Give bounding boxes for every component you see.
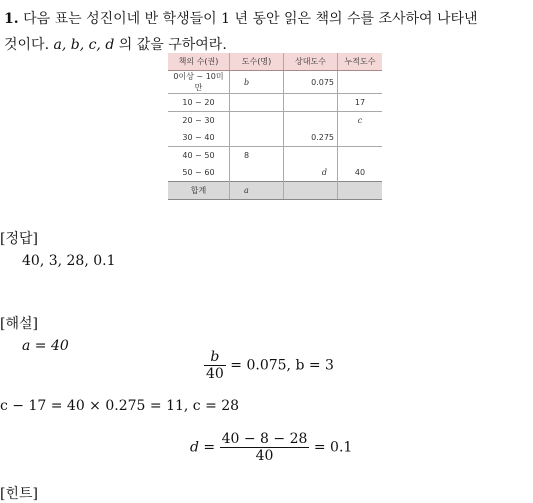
header-freq: 도수(명): [230, 53, 284, 71]
problem-line-2: [4, 34, 227, 54]
cell-total-cum: [338, 182, 383, 200]
cell-rel: 0.275: [284, 129, 338, 147]
equation-1: a = 40: [22, 338, 69, 354]
equation-4-rest: = 0.1: [313, 439, 353, 456]
problem-text-2b: 의 값을 구하여라.: [118, 37, 227, 53]
cell-freq: b: [230, 71, 284, 94]
cell-freq: [230, 94, 284, 112]
cell-rel: [284, 112, 338, 130]
hint-label: [힌트]: [0, 486, 38, 502]
answer-label: [정답]: [0, 231, 38, 247]
cell-range: 20 ~ 30: [168, 112, 230, 130]
equation-4: [190, 431, 352, 464]
equation-4-lhs: d =: [190, 439, 216, 456]
cell-freq: [230, 164, 284, 182]
answer-text: 40, 3, 28, 0.1: [22, 253, 116, 269]
fraction-d: [220, 431, 310, 464]
header-books: 책의 수(권): [168, 53, 230, 71]
equation-2-rest: = 0.075, b = 3: [230, 357, 334, 374]
equation-2: [204, 349, 334, 382]
cell-cum: c: [338, 112, 383, 130]
cell-freq: [230, 112, 284, 130]
cell-cum: [338, 147, 383, 165]
cell-cum: [338, 129, 383, 147]
cell-range: 10 ~ 20: [168, 94, 230, 112]
cell-rel: 0.075: [284, 71, 338, 94]
table-row: [168, 164, 382, 182]
cell-range: 50 ~ 60: [168, 164, 230, 182]
cell-range: 0이상 ~ 10미만: [168, 71, 230, 94]
header-cum: 누적도수: [338, 53, 383, 71]
cell-rel: [284, 147, 338, 165]
cell-range: 30 ~ 40: [168, 129, 230, 147]
problem-text-2a: 것이다.: [4, 37, 50, 53]
fraction-b-over-40: [204, 349, 226, 382]
fraction-numerator: b: [204, 349, 226, 366]
table-row: [168, 94, 382, 112]
fraction-numerator: 40 − 8 − 28: [221, 431, 308, 447]
explanation-label: [해설]: [0, 316, 38, 332]
fraction-denominator: 40: [206, 366, 224, 382]
fraction-denominator: 40: [255, 448, 274, 464]
cell-rel: d: [284, 164, 338, 182]
cell-total-rel: [284, 182, 338, 200]
problem-number: 1.: [4, 11, 19, 27]
cell-total-label: 합계: [168, 182, 230, 200]
header-rel: 상대도수: [284, 53, 338, 71]
table-total-row: [168, 182, 382, 200]
table-row: [168, 129, 382, 147]
cell-cum: 17: [338, 94, 383, 112]
cell-total-freq: a: [230, 182, 284, 200]
table-row: [168, 147, 382, 165]
cell-range: 40 ~ 50: [168, 147, 230, 165]
problem-text-1: 다음 표는 성진이네 반 학생들이 1 년 동안 읽은 책의 수를 조사하여 나타낸: [23, 11, 478, 27]
cell-cum: [338, 71, 383, 94]
table-row: [168, 71, 382, 94]
table-row: [168, 112, 382, 130]
equation-3: c − 17 = 40 × 0.275 = 11, c = 28: [0, 398, 240, 414]
problem-line-1: [4, 8, 478, 28]
frequency-table: [168, 53, 382, 200]
cell-cum: 40: [354, 168, 366, 177]
cell-freq: [230, 129, 284, 147]
cell-rel: [284, 94, 338, 112]
table-header-row: [168, 53, 382, 71]
cell-freq: 8: [230, 147, 284, 165]
problem-vars: a, b, c, d: [53, 37, 115, 53]
